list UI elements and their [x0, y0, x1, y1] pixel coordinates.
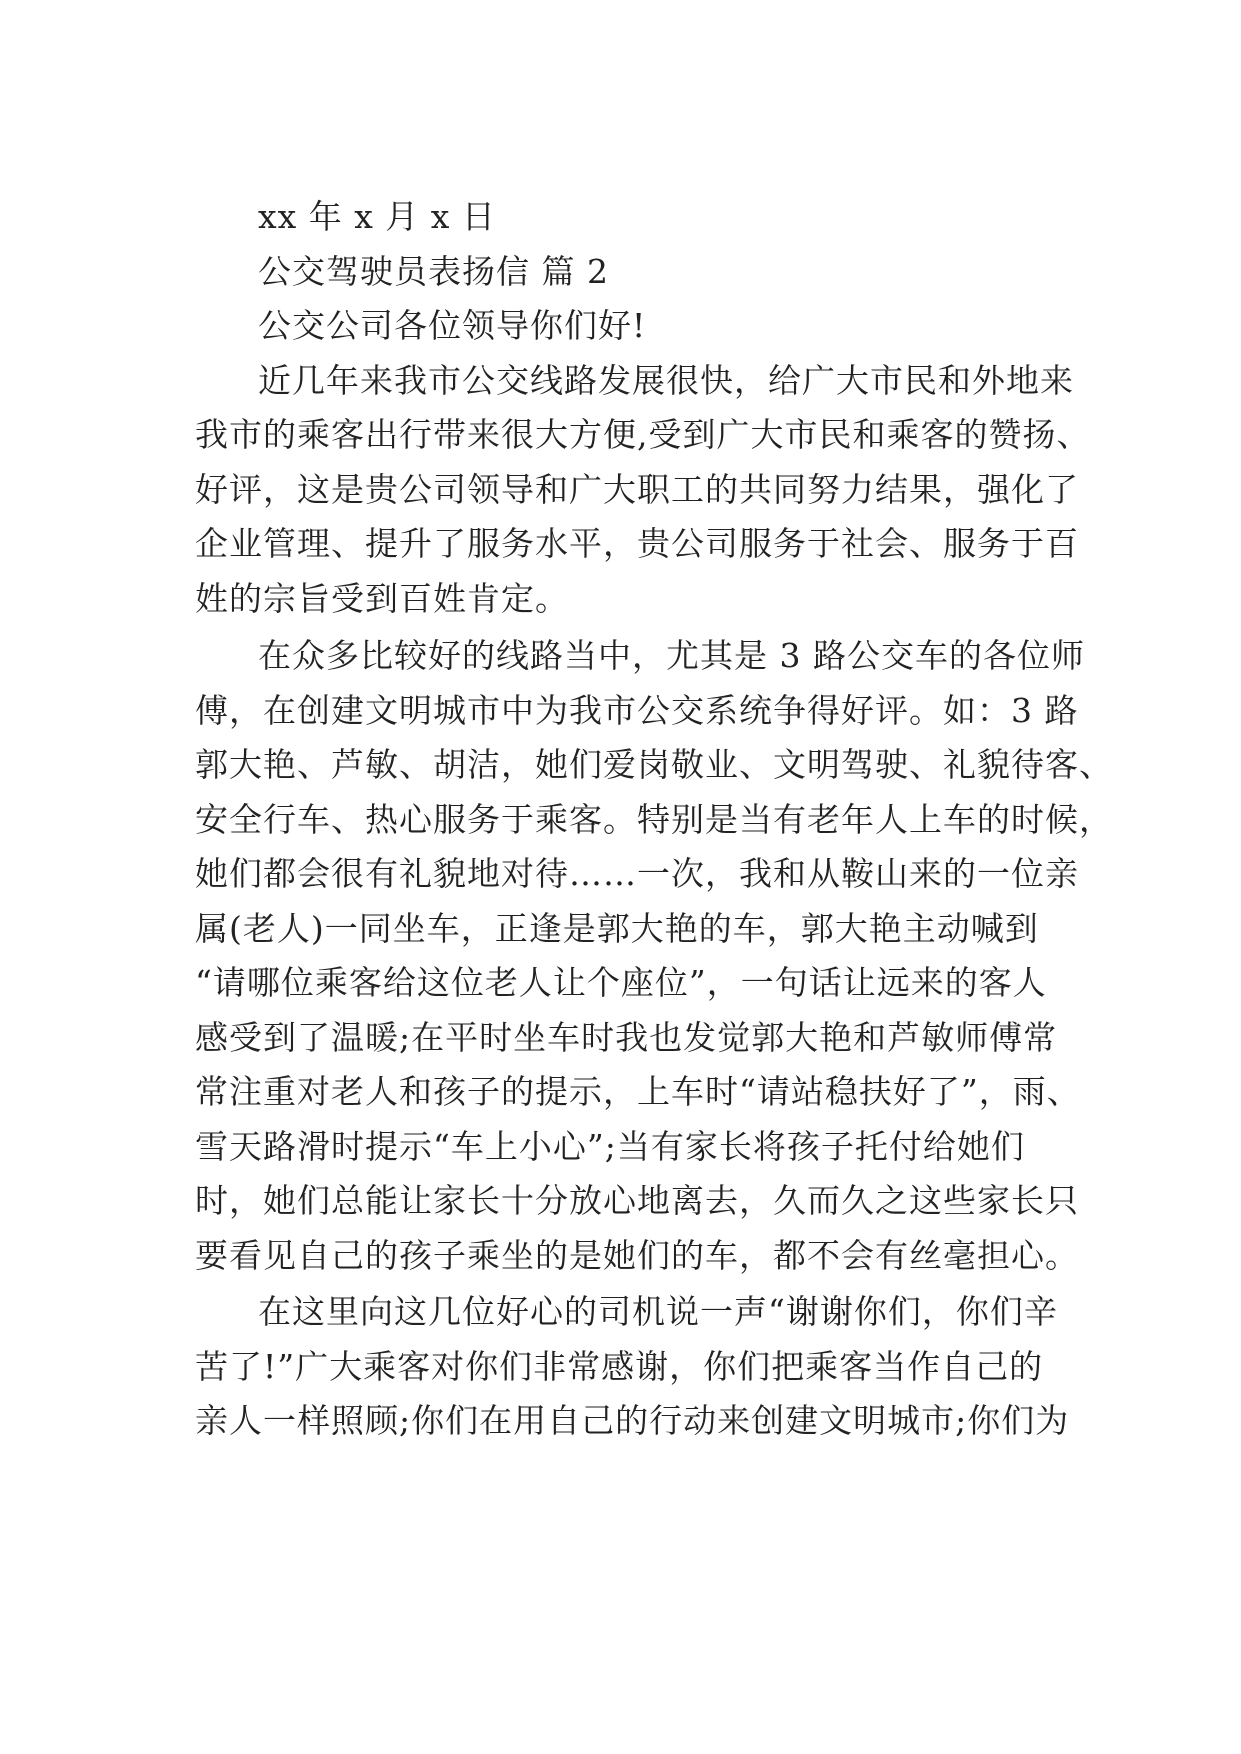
paragraph-2-line-9: 常注重对老人和孩子的提示，上车时“请站稳扶好了”，雨、: [195, 1072, 1081, 1111]
paragraph-2-line-1: 在众多比较好的线路当中，尤其是 3 路公交车的各位师: [258, 636, 1085, 675]
paragraph-2-line-2: 傅，在创建文明城市中为我市公交系统争得好评。如：3 路: [195, 691, 1079, 730]
paragraph-2-line-4: 安全行车、热心服务于乘客。特别是当有老年人上车的时候，: [195, 800, 1113, 839]
paragraph-2-line-8: 感受到了温暖;在平时坐车时我也发觉郭大艳和芦敏师傅常: [195, 1018, 1058, 1057]
paragraph-2-line-6: 属(老人)一同坐车，正逢是郭大艳的车，郭大艳主动喊到: [195, 909, 1039, 948]
letter-heading: 公交驾驶员表扬信 篇 2: [258, 252, 609, 291]
paragraph-1-line-5: 姓的宗旨受到百姓肯定。: [195, 579, 569, 618]
date-line: xx 年 x 月 x 日: [258, 197, 496, 236]
paragraph-2-line-11: 时，她们总能让家长十分放心地离去，久而久之这些家长只: [195, 1181, 1079, 1220]
paragraph-2-line-10: 雪天路滑时提示“车上小心”;当有家长将孩子托付给她们: [195, 1127, 1025, 1166]
paragraph-2-line-3: 郭大艳、芦敏、胡洁，她们爱岗敬业、文明驾驶、礼貌待客、: [195, 745, 1113, 784]
paragraph-2-line-12: 要看见自己的孩子乘坐的是她们的车，都不会有丝毫担心。: [195, 1236, 1079, 1275]
paragraph-2-line-5: 她们都会很有礼貌地对待……一次，我和从鞍山来的一位亲: [195, 854, 1079, 893]
salutation: 公交公司各位领导你们好!: [258, 306, 647, 345]
paragraph-1-line-2: 我市的乘客出行带来很大方便,受到广大市民和乘客的赞扬、: [195, 415, 1091, 454]
paragraph-3-line-2: 苦了!”广大乘客对你们非常感谢，你们把乘客当作自己的: [195, 1347, 1044, 1386]
paragraph-3-line-3: 亲人一样照顾;你们在用自己的行动来创建文明城市;你们为: [195, 1401, 1070, 1440]
paragraph-1-line-1: 近几年来我市公交线路发展很快，给广大市民和外地来: [258, 361, 1074, 400]
paragraph-1-line-3: 好评，这是贵公司领导和广大职工的共同努力结果，强化了: [195, 470, 1079, 509]
paragraph-3-line-1: 在这里向这几位好心的司机说一声“谢谢你们，你们辛: [258, 1292, 1058, 1331]
paragraph-1-line-4: 企业管理、提升了服务水平，贵公司服务于社会、服务于百: [195, 524, 1079, 563]
paragraph-2-line-7: “请哪位乘客给这位老人让个座位”，一句话让远来的客人: [195, 963, 1047, 1002]
